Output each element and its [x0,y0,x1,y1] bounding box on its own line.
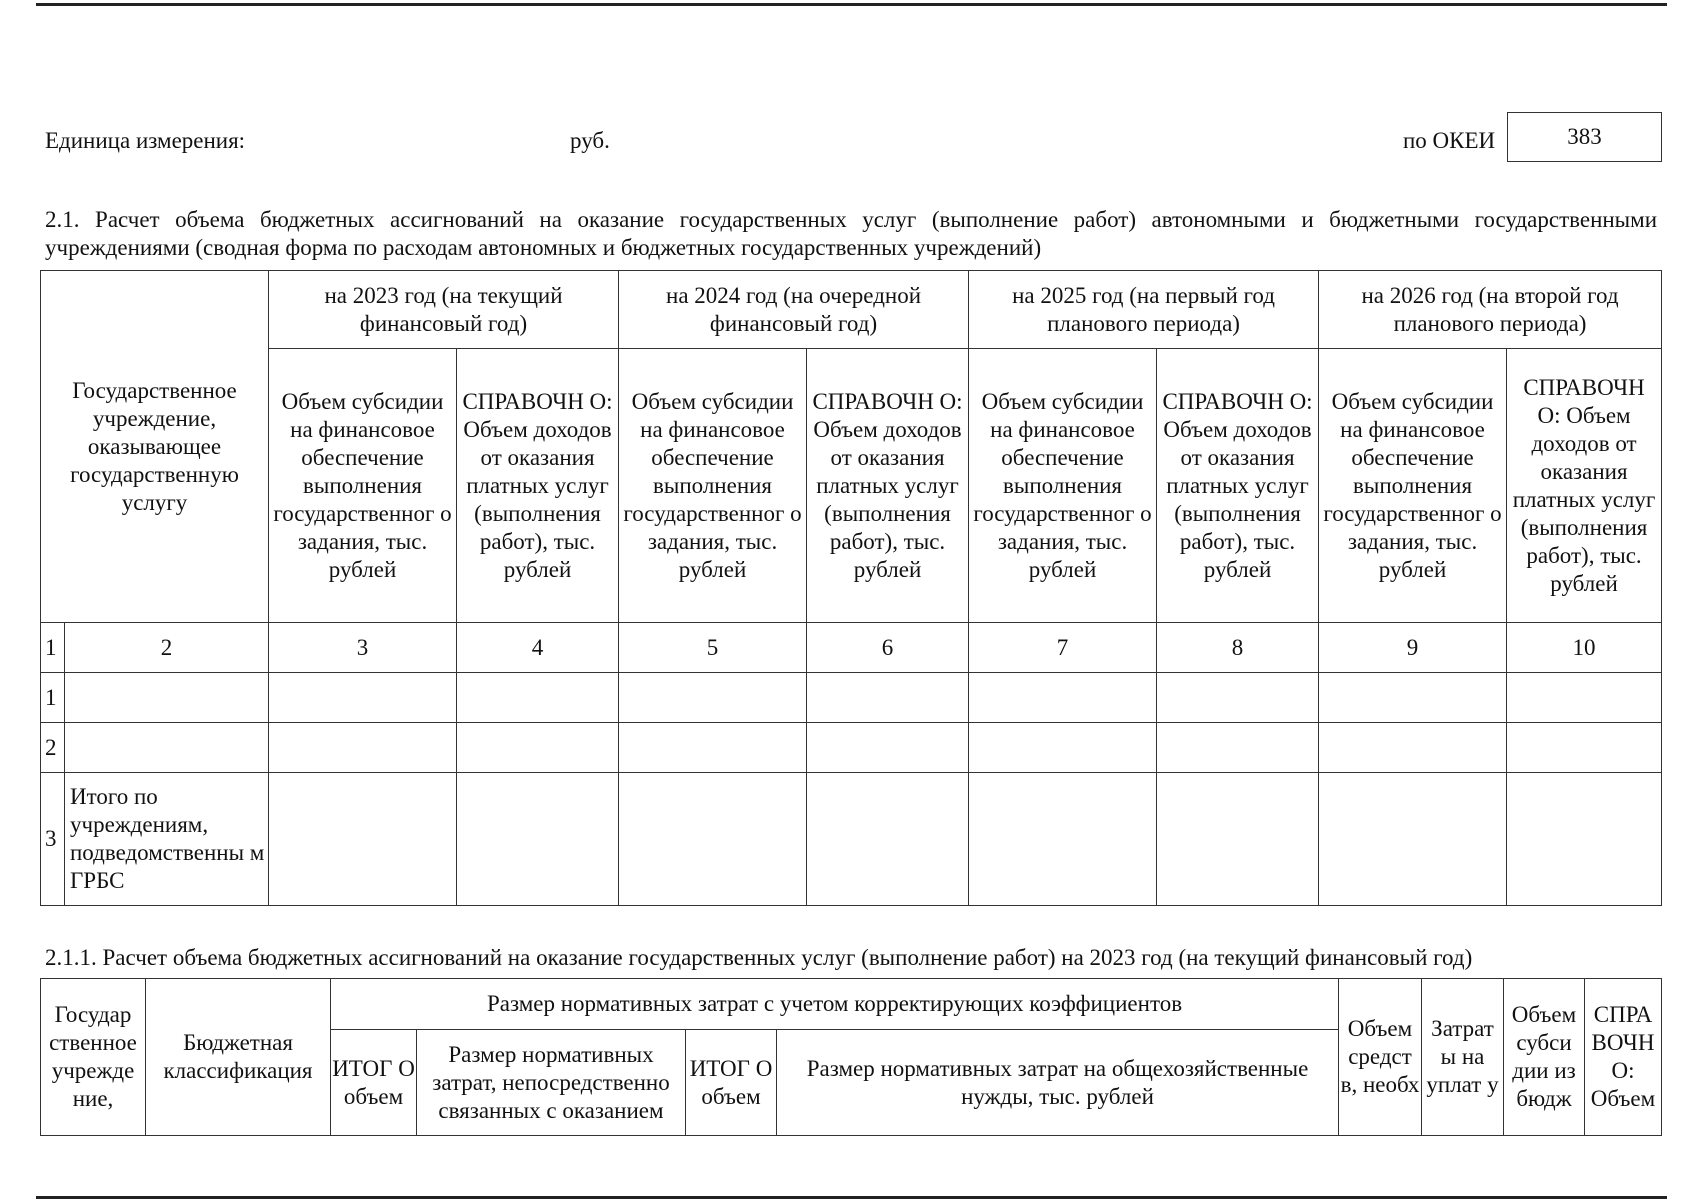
income-header: СПРАВОЧН О: Объем доходов от оказания платных услуг (выполнения работ), тыс. рублей [1157,349,1319,623]
value-cell[interactable] [969,673,1157,723]
column-number: 2 [65,623,269,673]
value-cell[interactable] [619,773,807,906]
institution-cell[interactable] [65,673,269,723]
income-header: СПРАВОЧН О: Объем доходов от оказания платных услуг (выполнения работ), тыс. рублей [1507,349,1662,623]
col-institution-header: Государ ственное учрежде ние, [41,979,146,1136]
calculation-table-2023 [40,978,1662,1136]
col-classification-header: Бюджетная классификация [146,979,331,1136]
value-cell[interactable] [1507,723,1662,773]
section-2-1-title: 2.1. Расчет объема бюджетных ассигнований на оказание государственных услуг (выполнение работ) автономными и бюджетными государственными учреждениями (сводная форма по расходам автономных и бюджетных государственных учреждений) [45,207,1657,260]
value-cell[interactable] [269,673,457,723]
table-row [41,723,1662,773]
value-cell[interactable] [269,773,457,906]
column-number-row [41,623,1662,673]
column-number: 10 [1507,623,1662,673]
col-funds-header: Объем средст в, необх [1339,979,1422,1136]
value-cell[interactable] [807,673,969,723]
row-number: 3 [41,773,65,906]
subsidy-header: Объем субсидии на финансовое обеспечение выполнения государственног о задания, тыс. рублей [969,349,1157,623]
row-number: 2 [41,723,65,773]
value-cell[interactable] [1157,723,1319,773]
value-cell[interactable] [619,673,807,723]
okei-label: по ОКЕИ [1403,128,1496,153]
value-cell[interactable] [1319,673,1507,723]
year-header-2026: на 2026 год (на второй год планового периода) [1319,271,1662,349]
col-general-costs-header: Размер нормативных затрат на общехозяйственные нужды, тыс. рублей [777,1030,1339,1136]
unit-value: руб. [570,128,610,153]
subsidy-header: Объем субсидии на финансовое обеспечение выполнения государственног о задания, тыс. рублей [1319,349,1507,623]
value-cell[interactable] [807,723,969,773]
column-number: 7 [969,623,1157,673]
section-2-1-1-title: 2.1.1. Расчет объема бюджетных ассигнований на оказание государственных услуг (выполнение работ) на 2023 год (на текущий финансовый год) [45,945,1473,970]
value-cell[interactable] [969,723,1157,773]
value-cell[interactable] [807,773,969,906]
column-number: 6 [807,623,969,673]
column-number: 9 [1319,623,1507,673]
year-header-2024: на 2024 год (на очередной финансовый год) [619,271,969,349]
year-header-2023: на 2023 год (на текущий финансовый год) [269,271,619,349]
income-header: СПРАВОЧН О: Объем доходов от оказания платных услуг (выполнения работ), тыс. рублей [457,349,619,623]
year-header-2025: на 2025 год (на первый год планового периода) [969,271,1319,349]
col-payment-header: Затрат ы на уплат у [1422,979,1504,1136]
institution-cell[interactable] [65,723,269,773]
col-total-header: ИТОГ О объем [686,1030,777,1136]
total-row [41,773,1662,906]
subsidy-header: Объем субсидии на финансовое обеспечение выполнения государственног о задания, тыс. рублей [269,349,457,623]
income-header: СПРАВОЧН О: Объем доходов от оказания платных услуг (выполнения работ), тыс. рублей [807,349,969,623]
row-number: 1 [41,673,65,723]
subsidy-header: Объем субсидии на финансовое обеспечение выполнения государственног о задания, тыс. рублей [619,349,807,623]
column-number: 8 [1157,623,1319,673]
total-label: Итого по учреждениям, подведомственны м ГРБС [65,773,269,906]
value-cell[interactable] [1319,773,1507,906]
value-cell[interactable] [1507,773,1662,906]
value-cell[interactable] [1157,773,1319,906]
value-cell[interactable] [457,773,619,906]
value-cell[interactable] [1319,723,1507,773]
value-cell[interactable] [619,723,807,773]
bottom-rule [36,1196,1667,1199]
column-number: 4 [457,623,619,673]
institution-header: Государственное учреждение, оказывающее государственную услугу [41,271,269,623]
value-cell[interactable] [457,723,619,773]
column-number: 5 [619,623,807,673]
value-cell[interactable] [969,773,1157,906]
value-cell[interactable] [269,723,457,773]
col-subsidy-header: Объем субси дии из бюдж [1504,979,1585,1136]
col-direct-costs-header: Размер нормативных затрат, непосредственно связанных с оказанием [417,1030,686,1136]
col-total-header: ИТОГ О объем [331,1030,417,1136]
col-norm-costs-header: Размер нормативных затрат с учетом корректирующих коэффициентов [331,979,1339,1030]
summary-table [40,270,1662,906]
value-cell[interactable] [1507,673,1662,723]
value-cell[interactable] [457,673,619,723]
column-number: 1 [41,623,65,673]
top-rule [36,3,1667,6]
col-reference-header: СПРА ВОЧН О: Объем [1585,979,1662,1136]
table-row [41,673,1662,723]
unit-label: Единица измерения: [45,128,246,153]
value-cell[interactable] [1157,673,1319,723]
column-number: 3 [269,623,457,673]
okei-code-field: 383 [1507,112,1662,162]
